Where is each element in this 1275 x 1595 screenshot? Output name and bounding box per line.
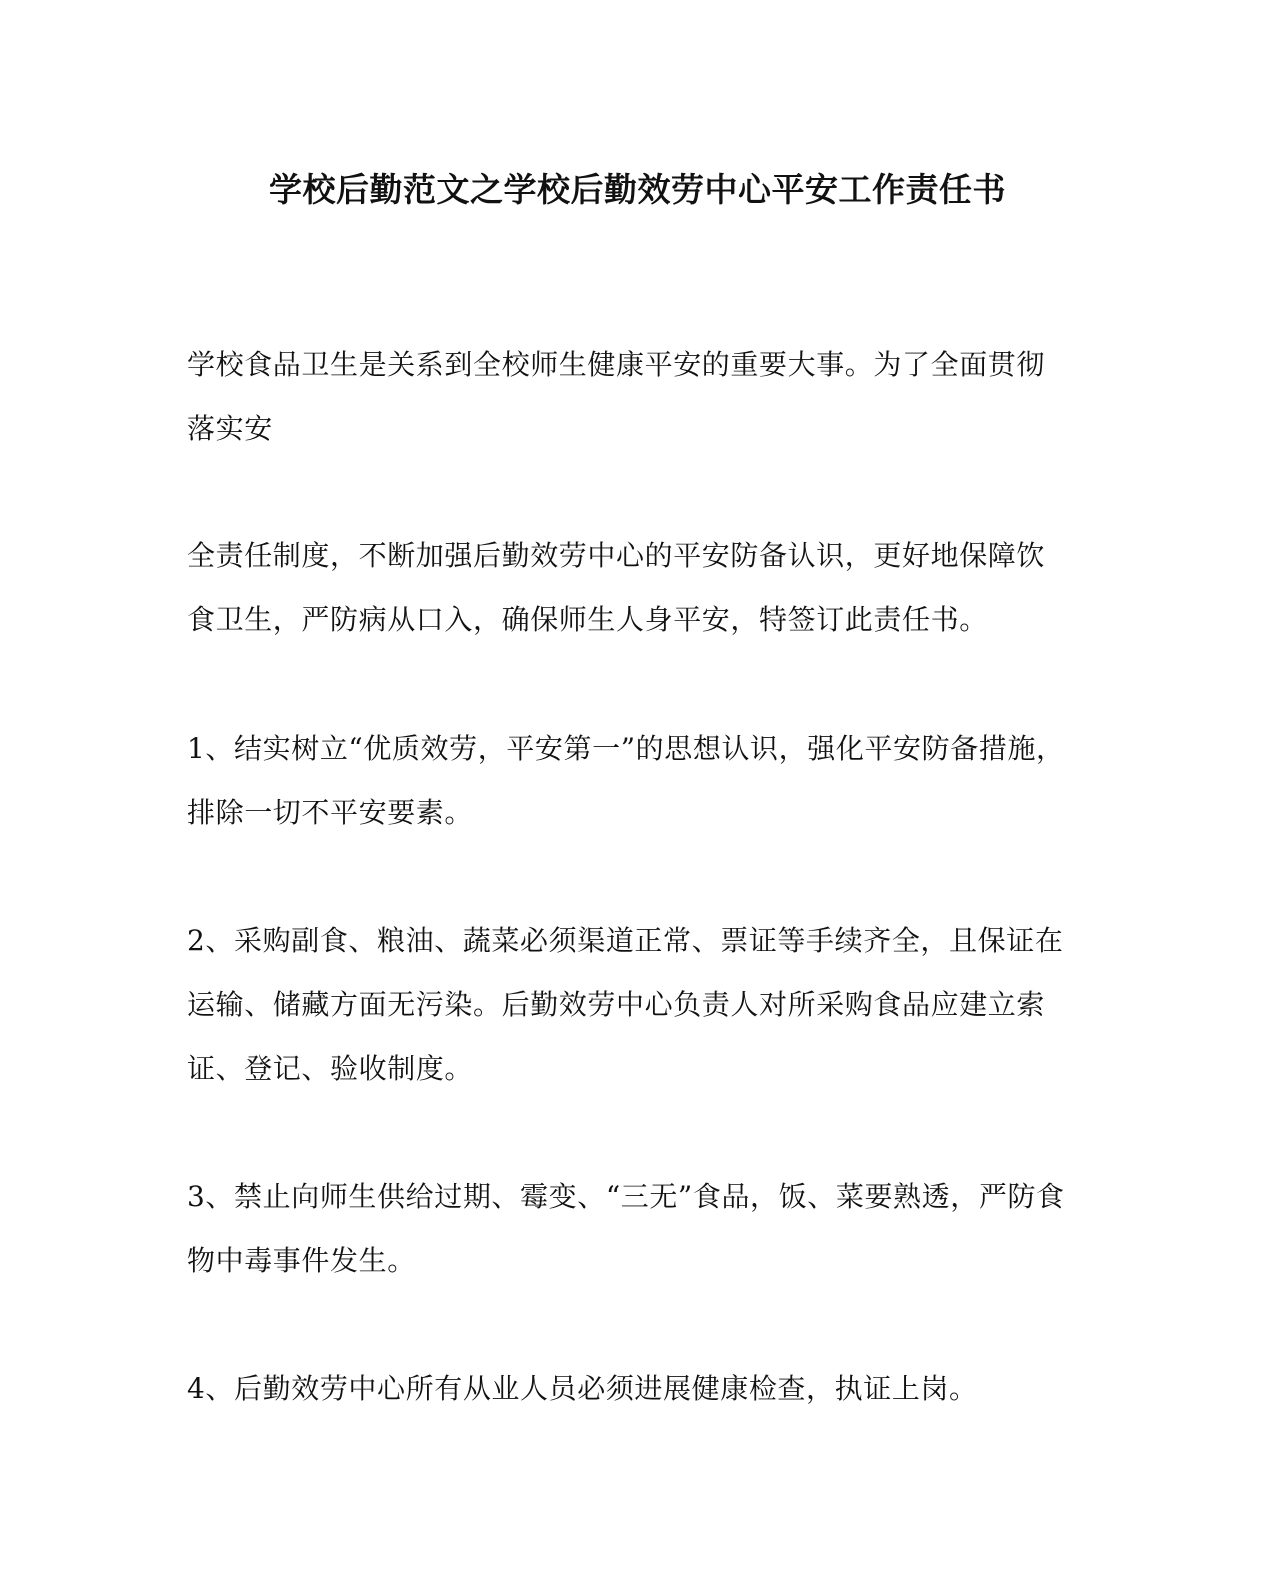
item-4-line-1: 4、后勤效劳中心所有从业人员必须进展健康检查，执证上岗。 bbox=[187, 1372, 978, 1405]
document-title: 学校后勤范文之学校后勤效劳中心平安工作责任书 bbox=[269, 170, 1006, 209]
intro-line-2: 落实安 bbox=[187, 412, 273, 445]
intro-line-1: 学校食品卫生是关系到全校师生健康平安的重要大事。为了全面贯彻 bbox=[187, 348, 1046, 381]
item-1-line-2: 排除一切不平安要素。 bbox=[187, 796, 474, 829]
item-3-line-1: 3、禁止向师生供给过期、霉变、“三无”食品，饭、菜要熟透，严防食 bbox=[187, 1180, 1065, 1213]
intro-line-3: 全责任制度，不断加强后勤效劳中心的平安防备认识，更好地保障饮 bbox=[187, 539, 1046, 572]
item-1-line-1: 1、结实树立“优质效劳，平安第一”的思想认识，强化平安防备措施， bbox=[187, 732, 1065, 765]
item-3-line-2: 物中毒事件发生。 bbox=[187, 1244, 416, 1277]
item-2-line-2: 运输、储藏方面无污染。后勤效劳中心负责人对所采购食品应建立索 bbox=[187, 988, 1046, 1021]
item-2-line-3: 证、登记、验收制度。 bbox=[187, 1052, 474, 1085]
item-2-line-1: 2、采购副食、粮油、蔬菜必须渠道正常、票证等手续齐全，且保证在 bbox=[187, 924, 1064, 957]
intro-line-4: 食卫生，严防病从口入，确保师生人身平安，特签订此责任书。 bbox=[187, 603, 988, 636]
